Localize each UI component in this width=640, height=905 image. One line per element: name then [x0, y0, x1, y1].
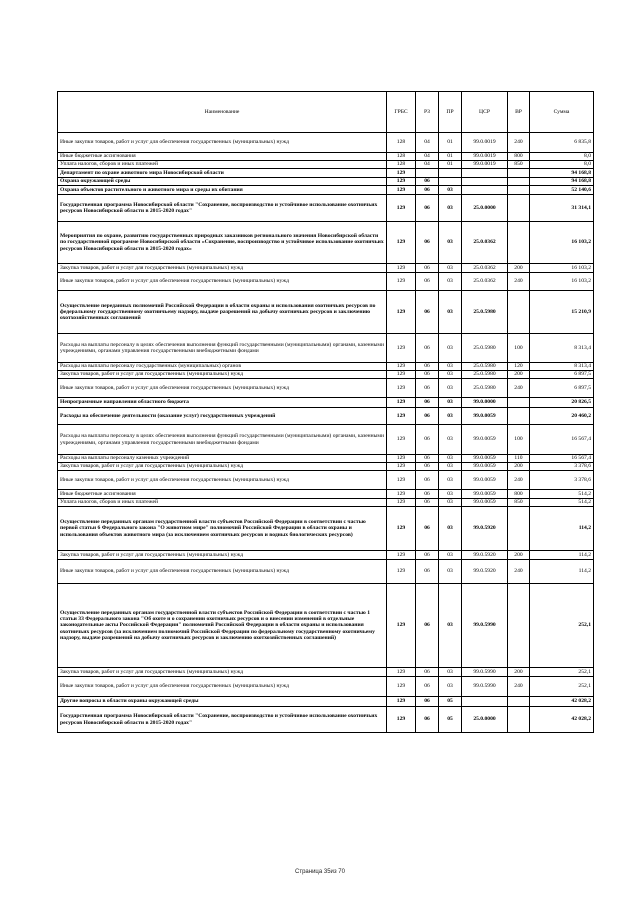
cell-pr: 03	[439, 425, 462, 455]
cell-rz: 06	[416, 707, 439, 733]
cell-grbs: 128	[387, 133, 416, 153]
cell-csr	[462, 178, 508, 186]
cell-grbs: 129	[387, 186, 416, 195]
cell-rz: 06	[416, 697, 439, 707]
cell-sum: 3 378,6	[530, 471, 594, 490]
cell-grbs: 129	[387, 668, 416, 677]
cell-rz: 06	[416, 668, 439, 677]
table-row	[58, 499, 594, 507]
table-row	[58, 455, 594, 463]
cell-rz: 06	[416, 222, 439, 264]
cell-name: Охрана окружающей среды	[58, 178, 387, 186]
cell-rz: 06	[416, 455, 439, 463]
table-row	[58, 273, 594, 291]
cell-grbs: 129	[387, 408, 416, 425]
table-row	[58, 677, 594, 697]
cell-vr: 800	[508, 153, 530, 161]
cell-grbs: 128	[387, 161, 416, 169]
cell-sum: 6 897,5	[530, 379, 594, 398]
cell-grbs: 129	[387, 291, 416, 334]
table-row	[58, 560, 594, 584]
cell-grbs: 128	[387, 153, 416, 161]
header-csr: ЦСР	[462, 92, 508, 133]
cell-grbs: 129	[387, 455, 416, 463]
cell-csr: 25.0.0000	[462, 195, 508, 222]
cell-rz: 04	[416, 133, 439, 153]
cell-pr: 03	[439, 463, 462, 471]
table-row	[58, 471, 594, 490]
cell-name: Непрограммные направления областного бюджета	[58, 398, 387, 408]
cell-vr: 850	[508, 161, 530, 169]
cell-pr: 03	[439, 222, 462, 264]
cell-csr: 99.0.5990	[462, 677, 508, 697]
cell-grbs: 129	[387, 273, 416, 291]
cell-sum: 252,1	[530, 584, 594, 668]
cell-pr: 03	[439, 398, 462, 408]
cell-name: Осуществление переданных полномочий Российской Федерации в области охраны и использования охотничьих ресурсов по федеральному государственному охотничьему надзору, выдаче разрешений на добычу охотничьих ресурсов и заключению охотхозяйственных соглашений	[58, 291, 387, 334]
cell-grbs: 129	[387, 560, 416, 584]
cell-name: Иные закупки товаров, работ и услуг для обеспечения государственных (муниципальных) нужд	[58, 677, 387, 697]
cell-name: Иные закупки товаров, работ и услуг для обеспечения государственных (муниципальных) нужд	[58, 273, 387, 291]
cell-grbs: 129	[387, 222, 416, 264]
cell-grbs: 129	[387, 425, 416, 455]
cell-rz: 06	[416, 471, 439, 490]
cell-rz: 06	[416, 273, 439, 291]
cell-vr	[508, 398, 530, 408]
table-row	[58, 363, 594, 371]
cell-name: Иные закупки товаров, работ и услуг для обеспечения государственных (муниципальных) нужд	[58, 133, 387, 153]
cell-pr: 03	[439, 560, 462, 584]
table-row	[58, 133, 594, 153]
cell-grbs: 129	[387, 463, 416, 471]
table-row	[58, 584, 594, 668]
cell-vr: 240	[508, 133, 530, 153]
cell-rz: 04	[416, 153, 439, 161]
cell-name: Иные закупки товаров, работ и услуг для обеспечения государственных (муниципальных) нужд	[58, 379, 387, 398]
header-sum: Сумма	[530, 92, 594, 133]
cell-csr: 99.0.0019	[462, 133, 508, 153]
cell-rz: 06	[416, 264, 439, 273]
cell-csr	[462, 186, 508, 195]
cell-name: Охрана объектов растительного и животного мира и среды их обитания	[58, 186, 387, 195]
cell-grbs: 129	[387, 169, 416, 178]
cell-sum: 8 313,4	[530, 334, 594, 363]
cell-rz: 06	[416, 408, 439, 425]
cell-sum: 16 103,2	[530, 264, 594, 273]
cell-pr: 01	[439, 153, 462, 161]
cell-rz: 06	[416, 334, 439, 363]
cell-name: Закупка товаров, работ и услуг для государственных (муниципальных) нужд	[58, 264, 387, 273]
table-row	[58, 291, 594, 334]
cell-vr: 100	[508, 334, 530, 363]
cell-vr: 100	[508, 425, 530, 455]
cell-rz: 04	[416, 161, 439, 169]
cell-vr	[508, 186, 530, 195]
cell-csr: 25.0.5980	[462, 379, 508, 398]
table-row	[58, 490, 594, 499]
cell-name: Иные бюджетные ассигнования	[58, 490, 387, 499]
cell-vr	[508, 195, 530, 222]
header-pr: ПР	[439, 92, 462, 133]
cell-sum: 6 897,5	[530, 371, 594, 379]
cell-grbs: 129	[387, 264, 416, 273]
cell-grbs: 129	[387, 371, 416, 379]
cell-csr: 25.0.5980	[462, 371, 508, 379]
cell-rz: 06	[416, 291, 439, 334]
cell-csr: 99.0.5920	[462, 560, 508, 584]
cell-rz: 06	[416, 363, 439, 371]
cell-grbs: 129	[387, 195, 416, 222]
table-row	[58, 425, 594, 455]
table-row	[58, 668, 594, 677]
cell-pr: 03	[439, 668, 462, 677]
header-grbs: ГРБС	[387, 92, 416, 133]
cell-sum: 94 168,8	[530, 169, 594, 178]
cell-rz: 06	[416, 186, 439, 195]
cell-pr: 03	[439, 186, 462, 195]
cell-vr: 240	[508, 379, 530, 398]
cell-name: Расходы на выплаты персоналу казенных учреждений	[58, 455, 387, 463]
cell-sum: 252,1	[530, 677, 594, 697]
header-name: Наименование	[58, 92, 387, 133]
cell-name: Департамент по охране животного мира Новосибирской области	[58, 169, 387, 178]
table-row	[58, 408, 594, 425]
cell-rz: 06	[416, 379, 439, 398]
table-row	[58, 379, 594, 398]
cell-csr: 25.0.5980	[462, 291, 508, 334]
cell-vr	[508, 178, 530, 186]
cell-vr: 240	[508, 560, 530, 584]
cell-csr: 99.0.0059	[462, 408, 508, 425]
cell-name: Государственная программа Новосибирской области "Сохранение, воспроизводство и устойчивое использование охотничьих ресурсов Новосибирской области в 2015-2020 годах"	[58, 707, 387, 733]
cell-rz: 06	[416, 584, 439, 668]
page-number: Страница 35из 70	[295, 869, 345, 875]
cell-grbs: 129	[387, 398, 416, 408]
cell-csr: 25.0.0362	[462, 222, 508, 264]
header-rz: РЗ	[416, 92, 439, 133]
cell-name: Уплата налогов, сборов и иных платежей	[58, 161, 387, 169]
cell-sum: 52 140,6	[530, 186, 594, 195]
cell-name: Расходы на обеспечение деятельности (оказание услуг) государственных учреждений	[58, 408, 387, 425]
cell-sum: 42 028,2	[530, 697, 594, 707]
cell-sum: 16 103,2	[530, 273, 594, 291]
cell-name: Иные закупки товаров, работ и услуг для обеспечения государственных (муниципальных) нужд	[58, 560, 387, 584]
cell-grbs: 129	[387, 363, 416, 371]
cell-pr: 05	[439, 697, 462, 707]
cell-rz: 06	[416, 560, 439, 584]
cell-name: Иные закупки товаров, работ и услуг для обеспечения государственных (муниципальных) нужд	[58, 471, 387, 490]
cell-csr	[462, 169, 508, 178]
cell-rz: 06	[416, 195, 439, 222]
cell-pr: 01	[439, 133, 462, 153]
cell-csr: 99.0.0059	[462, 490, 508, 499]
cell-sum: 94 168,8	[530, 178, 594, 186]
table-row	[58, 707, 594, 733]
cell-grbs: 129	[387, 507, 416, 551]
cell-csr: 99.0.0059	[462, 499, 508, 507]
cell-sum: 20 460,2	[530, 408, 594, 425]
table-row	[58, 334, 594, 363]
cell-csr: 99.0.0019	[462, 161, 508, 169]
cell-vr: 110	[508, 455, 530, 463]
cell-csr: 25.0.0000	[462, 707, 508, 733]
cell-vr	[508, 169, 530, 178]
cell-sum: 16 567,4	[530, 455, 594, 463]
cell-grbs: 129	[387, 379, 416, 398]
cell-csr: 99.0.0019	[462, 153, 508, 161]
cell-rz: 06	[416, 463, 439, 471]
cell-vr: 200	[508, 371, 530, 379]
cell-name: Уплата налогов, сборов и иных платежей	[58, 499, 387, 507]
table-row	[58, 178, 594, 186]
cell-name: Другие вопросы в области охраны окружающей среды	[58, 697, 387, 707]
cell-vr	[508, 507, 530, 551]
cell-pr: 03	[439, 499, 462, 507]
cell-csr: 25.0.5980	[462, 334, 508, 363]
table-row	[58, 697, 594, 707]
table-row	[58, 186, 594, 195]
cell-pr: 03	[439, 371, 462, 379]
cell-pr: 03	[439, 490, 462, 499]
cell-pr	[439, 178, 462, 186]
cell-grbs: 129	[387, 490, 416, 499]
cell-pr: 03	[439, 584, 462, 668]
cell-sum: 16 567,4	[530, 425, 594, 455]
cell-vr	[508, 707, 530, 733]
cell-name: Закупка товаров, работ и услуг для государственных (муниципальных) нужд	[58, 551, 387, 560]
header-vr: ВР	[508, 92, 530, 133]
cell-csr: 99.0.0059	[462, 471, 508, 490]
cell-csr	[462, 697, 508, 707]
cell-csr: 99.0.5990	[462, 668, 508, 677]
cell-vr: 240	[508, 677, 530, 697]
cell-csr: 99.0.0000	[462, 398, 508, 408]
cell-rz: 06	[416, 551, 439, 560]
cell-pr: 03	[439, 408, 462, 425]
table-row	[58, 507, 594, 551]
cell-vr: 240	[508, 471, 530, 490]
cell-grbs: 129	[387, 697, 416, 707]
cell-pr: 03	[439, 291, 462, 334]
cell-sum: 16 103,2	[530, 222, 594, 264]
cell-csr: 99.0.0059	[462, 463, 508, 471]
cell-csr: 99.0.0059	[462, 455, 508, 463]
budget-table-sheet	[57, 91, 593, 733]
cell-csr: 99.0.5920	[462, 507, 508, 551]
cell-sum: 114,2	[530, 551, 594, 560]
cell-pr: 03	[439, 334, 462, 363]
cell-vr: 200	[508, 463, 530, 471]
cell-grbs: 129	[387, 178, 416, 186]
cell-rz: 06	[416, 371, 439, 379]
cell-pr: 05	[439, 707, 462, 733]
table-row	[58, 169, 594, 178]
cell-sum: 114,2	[530, 507, 594, 551]
cell-sum: 8,0	[530, 153, 594, 161]
cell-pr: 03	[439, 455, 462, 463]
table-header-row	[58, 92, 594, 133]
cell-csr: 25.0.5980	[462, 363, 508, 371]
cell-vr	[508, 584, 530, 668]
cell-sum: 514,2	[530, 490, 594, 499]
cell-pr: 03	[439, 264, 462, 273]
cell-rz: 06	[416, 677, 439, 697]
budget-table	[57, 91, 594, 733]
cell-rz: 06	[416, 490, 439, 499]
cell-grbs: 129	[387, 551, 416, 560]
table-body	[58, 133, 594, 733]
table-row	[58, 463, 594, 471]
cell-vr: 200	[508, 264, 530, 273]
cell-pr: 03	[439, 363, 462, 371]
cell-sum: 31 314,1	[530, 195, 594, 222]
cell-vr: 800	[508, 490, 530, 499]
cell-rz	[416, 169, 439, 178]
cell-name: Мероприятия по охране, развитию государственных природных заказников регионального значения Новосибирской области по государственной программе Новосибирской области «Сохранение, воспроизводство и устойчивое использование охотничьих ресурсов Новосибирской области в 2015-2020 годах»	[58, 222, 387, 264]
cell-rz: 06	[416, 507, 439, 551]
table-row	[58, 371, 594, 379]
cell-sum: 3 378,6	[530, 463, 594, 471]
cell-grbs: 129	[387, 499, 416, 507]
cell-pr: 03	[439, 471, 462, 490]
cell-vr	[508, 291, 530, 334]
cell-pr: 03	[439, 379, 462, 398]
cell-sum: 514,2	[530, 499, 594, 507]
table-row	[58, 264, 594, 273]
cell-sum: 6 835,8	[530, 133, 594, 153]
cell-vr	[508, 222, 530, 264]
cell-csr: 99.0.5920	[462, 551, 508, 560]
cell-csr: 99.0.0059	[462, 425, 508, 455]
cell-grbs: 129	[387, 471, 416, 490]
table-row	[58, 161, 594, 169]
table-row	[58, 153, 594, 161]
table-row	[58, 551, 594, 560]
cell-rz: 06	[416, 178, 439, 186]
cell-grbs: 129	[387, 707, 416, 733]
cell-vr: 120	[508, 363, 530, 371]
cell-vr: 200	[508, 551, 530, 560]
cell-pr: 03	[439, 507, 462, 551]
cell-sum: 8 313,4	[530, 363, 594, 371]
cell-csr: 99.0.5990	[462, 584, 508, 668]
cell-pr: 01	[439, 161, 462, 169]
table-row	[58, 195, 594, 222]
cell-name: Осуществление переданных органам государственной власти субъектов Российской Федерации в соответствии с частью 1 статьи 33 Федерального закона "Об охоте и о сохранении охотничьих ресурсов и о внесении изменений в отдельные законодательные акты Российской Федерации" полномочий Российской Федерации в области охраны и использования охотничьих ресурсов (за исключением полномочий Российской Федерации по федеральному государственному охотничьему надзору, выдаче разрешений на добычу охотничьих ресурсов и заключению охотхозяйственных соглашений)	[58, 584, 387, 668]
cell-vr	[508, 408, 530, 425]
cell-pr: 03	[439, 551, 462, 560]
cell-pr: 03	[439, 195, 462, 222]
cell-csr: 25.0.0362	[462, 264, 508, 273]
cell-rz: 06	[416, 398, 439, 408]
cell-vr	[508, 697, 530, 707]
cell-name: Государственная программа Новосибирской области "Сохранение, воспроизводство и устойчивое использование охотничьих ресурсов Новосибирской области в 2015-2020 годах"	[58, 195, 387, 222]
cell-rz: 06	[416, 499, 439, 507]
cell-grbs: 129	[387, 334, 416, 363]
cell-name: Осуществление переданных органам государственной власти субъектов Российской Федерации в соответствии с частью первой статьи 6 Федерального закона "О животном мире" полномочий Российской Федерации в области охраны и использования объектов животного мира (за исключением охотничьих ресурсов и водных биологических ресурсов)	[58, 507, 387, 551]
cell-sum: 42 028,2	[530, 707, 594, 733]
cell-vr: 240	[508, 273, 530, 291]
cell-sum: 8,0	[530, 161, 594, 169]
table-row	[58, 222, 594, 264]
cell-grbs: 129	[387, 584, 416, 668]
cell-name: Закупка товаров, работ и услуг для государственных (муниципальных) нужд	[58, 668, 387, 677]
cell-csr: 25.0.0362	[462, 273, 508, 291]
cell-sum: 15 210,9	[530, 291, 594, 334]
cell-rz: 06	[416, 425, 439, 455]
cell-vr: 850	[508, 499, 530, 507]
cell-sum: 114,2	[530, 560, 594, 584]
cell-name: Закупка товаров, работ и услуг для государственных (муниципальных) нужд	[58, 463, 387, 471]
cell-name: Закупка товаров, работ и услуг для государственных (муниципальных) нужд	[58, 371, 387, 379]
cell-name: Иные бюджетные ассигнования	[58, 153, 387, 161]
cell-pr: 03	[439, 273, 462, 291]
cell-sum: 20 826,5	[530, 398, 594, 408]
cell-pr	[439, 169, 462, 178]
cell-grbs: 129	[387, 677, 416, 697]
cell-vr: 200	[508, 668, 530, 677]
cell-name: Расходы на выплаты персоналу в целях обеспечения выполнения функций государственными (муниципальными) органами, казенными учреждениями, органами управления государственными внебюджетными фондами	[58, 334, 387, 363]
cell-name: Расходы на выплаты персоналу в целях обеспечения выполнения функций государственными (муниципальными) органами, казенными учреждениями, органами управления государственными внебюджетными фондами	[58, 425, 387, 455]
cell-name: Расходы на выплаты персоналу государственных (муниципальных) органов	[58, 363, 387, 371]
cell-sum: 252,1	[530, 668, 594, 677]
cell-pr: 03	[439, 677, 462, 697]
table-row	[58, 398, 594, 408]
